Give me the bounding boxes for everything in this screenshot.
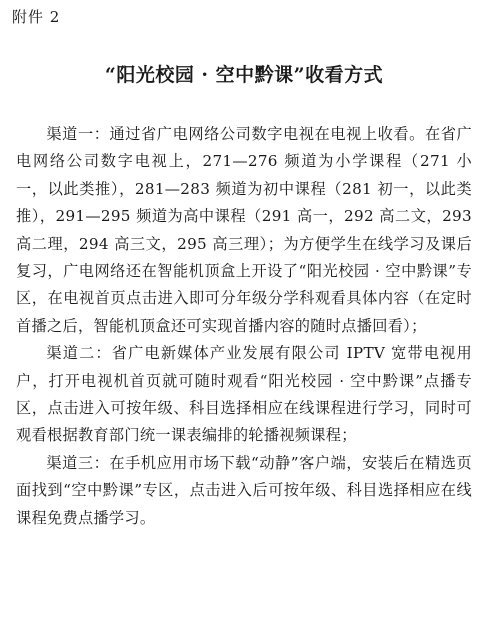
document-body bbox=[16, 121, 472, 532]
paragraph-channel-3: 渠道三：在手机应用市场下载“动静”客户端，安装后在精选页面找到“空中黔课”专区，点击进入后可按年级、科目选择相应在线课程免费点播学习。 bbox=[16, 453, 472, 527]
paragraph-channel-1: 渠道一：通过省广电网络公司数字电视在电视上收看。在省广电网络公司数字电视上，271—276 频道为小学课程（271 小一，以此类推），281—283 频道为初中课程（281 初一，以此类推），291—295 频道为高中课程（291 高一，292 高二文，293 高二理，294 高三文，295 高三理）；为方便学生在线学习及课后复习，广电网络还在智能机顶盒上开设了“阳光校园 · 空中黔课”专区，在电视首页点击进入即可分年级分学科观看具体内容（在定时首播之后，智能机顶盒还可实现首播内容的随时点播回看）； bbox=[16, 125, 472, 335]
attachment-label: 附件 2 bbox=[12, 8, 61, 26]
page-title: “阳光校园 · 空中黔课”收看方式 bbox=[104, 64, 384, 86]
paragraph-channel-2: 渠道二：省广电新媒体产业发展有限公司 IPTV 宽带电视用户，打开电视机首页就可随时观看“阳光校园 · 空中黔课”点播专区，点击进入可按年级、科目选择相应在线课程进行学习，同时可观看根据教育部门统一课表编排的轮播视频课程； bbox=[16, 344, 472, 445]
